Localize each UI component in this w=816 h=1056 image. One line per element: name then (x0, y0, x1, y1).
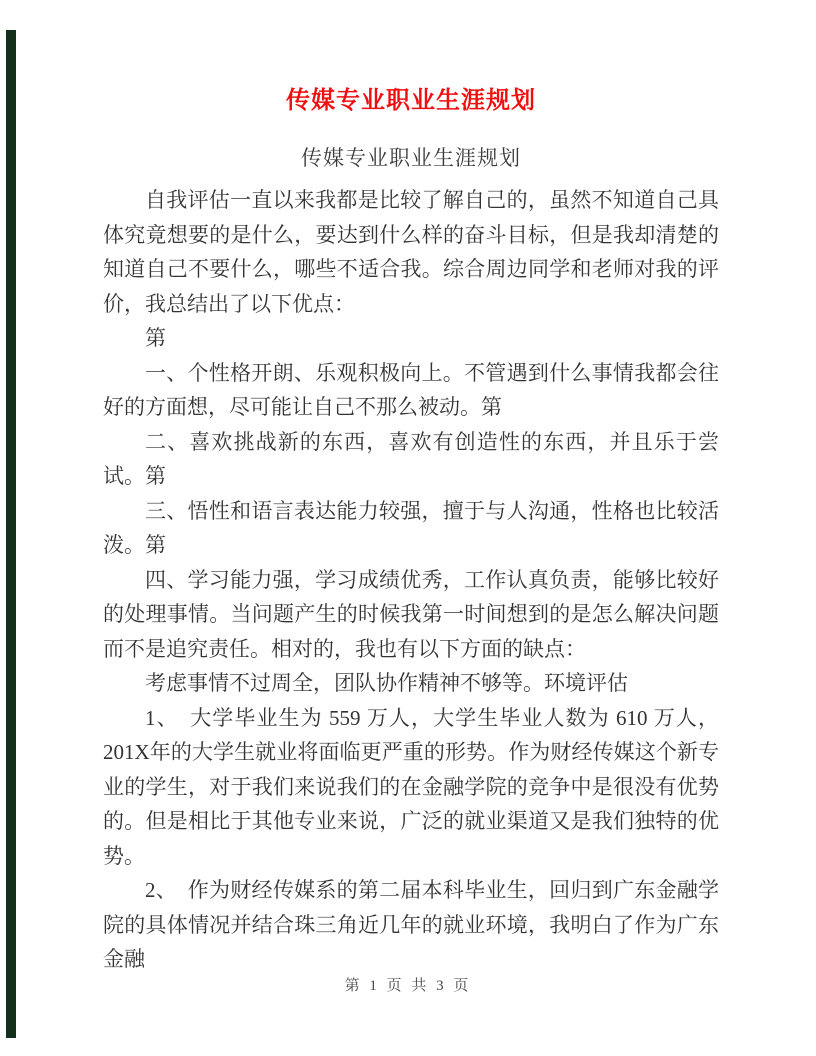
body-paragraph: 二、喜欢挑战新的东西，喜欢有创造性的东西，并且乐于尝试。第 (103, 429, 719, 488)
body-paragraph: 2、 作为财经传媒系的第二届本科毕业生，回归到广东金融学院的具体情况并结合珠三角近几年的就业环境，我明白了作为广东金融 (103, 878, 719, 971)
body-paragraph: 1、 大学毕业生为 559 万人，大学生毕业人数为 610 万人，201X年的大学生就业将面临更严重的形势。作为财经传媒这个新专业的学生，对于我们来说我们的在金融学院的竞争中是很没有优势的。但是相比于其他专业来说，广泛的就业渠道又是我们独特的优势。 (103, 705, 719, 868)
body-paragraph: 四、学习能力强，学习成绩优秀，工作认真负责，能够比较好的处理事情。当问题产生的时候我第一时间想到的是怎么解决问题而不是追究责任。相对的，我也有以下方面的缺点： (103, 567, 719, 661)
body-paragraph: 一、个性格开朗、乐观积极向上。不管遇到什么事情我都会往好的方面想，尽可能让自己不那么被动。第 (103, 360, 719, 419)
body-paragraph: 三、悟性和语言表达能力较强，擅于与人沟通，性格也比较活泼。第 (103, 498, 719, 557)
document-body (103, 183, 719, 977)
document-title: 传媒专业职业生涯规划 (286, 88, 536, 114)
document-subtitle: 传媒专业职业生涯规划 (301, 146, 521, 170)
body-paragraph: 考虑事情不过周全，团队协作精神不够等。环境评估 (145, 671, 628, 695)
body-paragraph: 第 (145, 326, 166, 350)
page-footer: 第 1 页 共 3 页 (344, 978, 472, 994)
document-content (103, 0, 719, 977)
page-edge-bar (6, 30, 16, 1038)
body-paragraph: 自我评估一直以来我都是比较了解自己的，虽然不知道自己具体究竟想要的是什么，要达到什么样的奋斗目标，但是我却清楚的知道自己不要什么，哪些不适合我。综合周边同学和老师对我的评价，我总结出了以下优点： (103, 188, 719, 316)
